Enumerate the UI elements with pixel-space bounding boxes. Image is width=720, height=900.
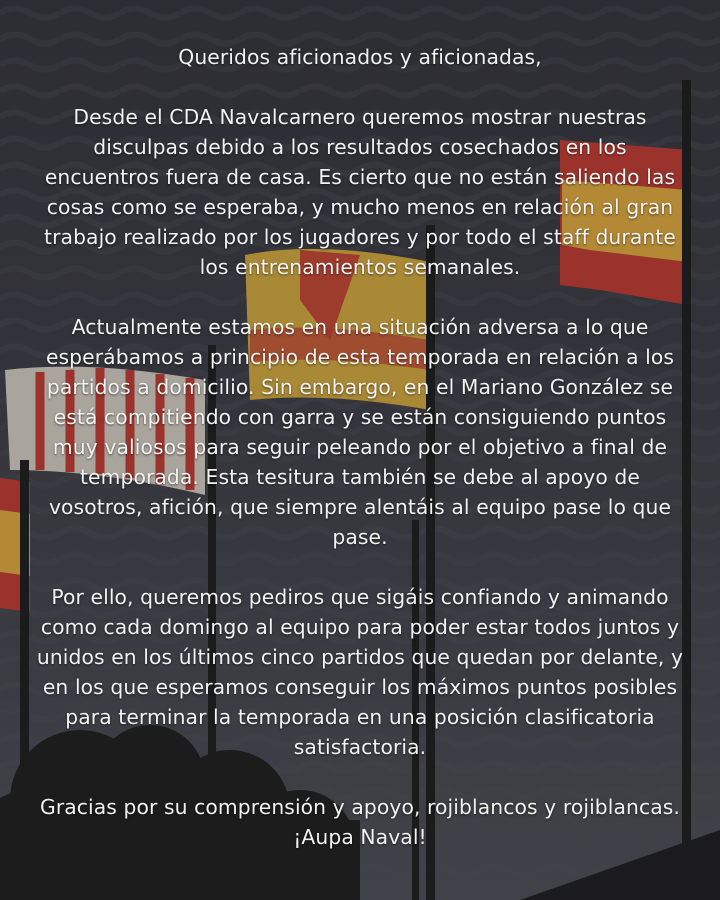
letter-paragraph-1: Desde el CDA Navalcarnero queremos mostrar nuestras disculpas debido a los resultados cosechados en los encuentros fuera de casa. Es cierto que no están saliendo las cosas como se esperaba, y mucho menos en relación al gran trabajo realizado por los jugadores y por todo el staff durante los entrenamientos semanales. bbox=[44, 105, 676, 279]
open-letter bbox=[36, 42, 684, 852]
letter-paragraph-3: Por ello, queremos pediros que sigáis confiando y animando como cada domingo al equipo para poder estar todos juntos y unidos en los últimos cinco partidos que quedan por delante, y en los que esperamos conseguir los máximos puntos posibles para terminar la temporada en una posición clasificatoria satisfactoria. bbox=[36, 585, 684, 759]
letter-closing: Gracias por su comprensión y apoyo, rojiblancos y rojiblancas. ¡Aupa Naval! bbox=[40, 795, 680, 849]
letter-paragraph-2: Actualmente estamos en una situación adversa a lo que esperábamos a principio de esta temporada en relación a los partidos a domicilio. Sin embargo, en el Mariano González se está compitiendo con garra y se están consiguiendo puntos muy valiosos para seguir peleando por el objetivo a final de temporada. Esta tesitura también se debe al apoyo de vosotros, afición, que siempre alentáis al equipo pase lo que pase. bbox=[45, 315, 675, 549]
letter-greeting: Queridos aficionados y aficionadas, bbox=[178, 45, 542, 69]
